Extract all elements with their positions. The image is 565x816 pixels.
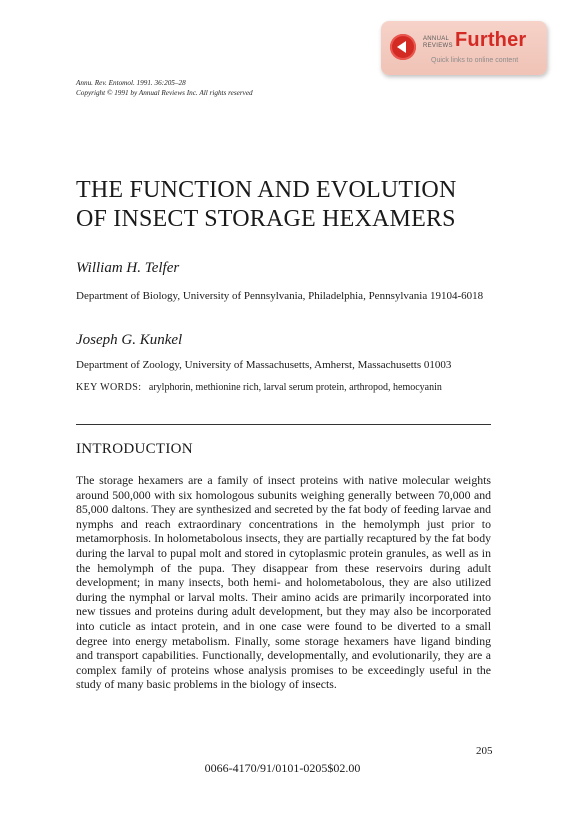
- key-words: [76, 382, 442, 393]
- annual-reviews-label: ANNUAL REVIEWS: [423, 36, 453, 49]
- author-affiliation: Department of Zoology, University of Massachusetts, Amherst, Massachusetts 01003: [76, 359, 452, 371]
- citation-journal: Annu. Rev. Entomol. 1991. 36:205–28: [76, 79, 186, 87]
- article-title: [76, 176, 457, 234]
- issn-code: 0066-4170/91/0101-0205$02.00: [204, 761, 361, 775]
- author-name: Joseph G. Kunkel: [76, 332, 183, 348]
- citation-copyright: Copyright © 1991 by Annual Reviews Inc. All rights reserved: [76, 89, 253, 97]
- quick-links-label: Quick links to online content: [431, 57, 519, 64]
- further-label: Further: [455, 29, 527, 51]
- further-banner[interactable]: [381, 21, 547, 75]
- citation: [76, 78, 253, 98]
- author-name: William H. Telfer: [76, 260, 180, 276]
- author-affiliation: Department of Biology, University of Pennsylvania, Philadelphia, Pennsylvania 19104-6018: [76, 290, 484, 302]
- key-words-label: KEY WORDS:: [76, 382, 142, 393]
- body-paragraph: The storage hexamers are a family of insect proteins with native molecular weights around 500,000 with six homologous subunits weighing generally between 70,000 and 85,000 daltons. They are synthesized and secreted by the fat body of feeding larvae and nymphs and reach extraordinary concentrations in the hemolymph just prior to metamorphosis. In holometabolous insects, they are partially recaptured by the fat body during the larval to pupal molt and stored in cytoplasmic protein granules, as well as in the hemolymph of the pupa. They disappear from these reservoirs during adult development; in many insects, both hemi- and holometabolous, they are also utilized during the nymphal or larval molts. Their amino acids are primarily incorporated into new tissues and proteins during adult development, but they may also be incorporated into cuticle as intact protein, and in one case were found to be diverted to a small degree into energy metabolism. Finally, some storage hexamers have ligand binding and transport capabilities. Functionally, developmentally, and evolutionarily, they are a complex family of proteins whose analysis promises to be exceedingly useful in the study of many basic problems in the biology of insects.: [76, 473, 491, 692]
- section-heading: INTRODUCTION: [76, 441, 193, 457]
- section-divider: [76, 424, 491, 425]
- page-number: 205: [476, 745, 493, 757]
- article-title-line-1: THE FUNCTION AND EVOLUTION: [76, 177, 457, 203]
- article-title-line-2: OF INSECT STORAGE HEXAMERS: [76, 206, 456, 232]
- key-words-list: arylphorin, methionine rich, larval serum protein, arthropod, hemocyanin: [148, 382, 442, 393]
- arrow-left-icon: [390, 34, 416, 60]
